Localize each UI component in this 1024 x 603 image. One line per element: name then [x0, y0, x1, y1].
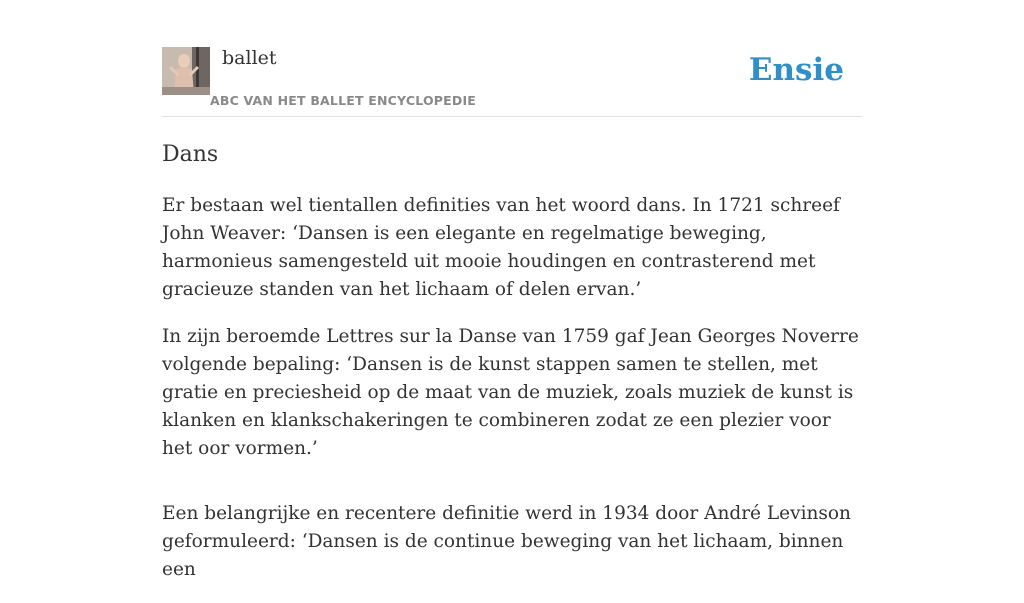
article-title: Dans — [162, 142, 219, 167]
author-name[interactable]: ballet — [222, 47, 277, 69]
paragraph-1: Er bestaan wel tientallen definities van het woord dans. In 1721 schreef John Weaver: ‘Dansen is een elegante en regelmatige beweging, harmonieus samengesteld uit mooie houdingen en contrasterend met gracieuze standen van het lichaam of delen ervan.’ — [162, 195, 840, 300]
avatar[interactable] — [162, 47, 210, 95]
dancer-photo-icon — [162, 47, 210, 95]
article-body — [162, 192, 862, 603]
paragraph-3: Een belangrijke en recentere definitie werd in 1934 door André Levinson geformuleerd: ‘Dansen is de continue beweging van het lichaam, binnen een — [162, 503, 851, 580]
header — [162, 44, 862, 117]
paragraph-2: In zijn beroemde Lettres sur la Danse van 1759 gaf Jean Georges Noverre volgende bepaling: ‘Dansen is de kunst stappen samen te stellen, met gratie en preciesheid op de maat van de muziek, zoals muziek de kunst is klanken en klankschakeringen te combineren zodat ze een plezier voor het oor vormen.’ — [162, 326, 859, 459]
brand-logo[interactable]: Ensie — [748, 52, 844, 88]
collection-label[interactable]: ABC VAN HET BALLET ENCYCLOPEDIE — [210, 93, 477, 108]
